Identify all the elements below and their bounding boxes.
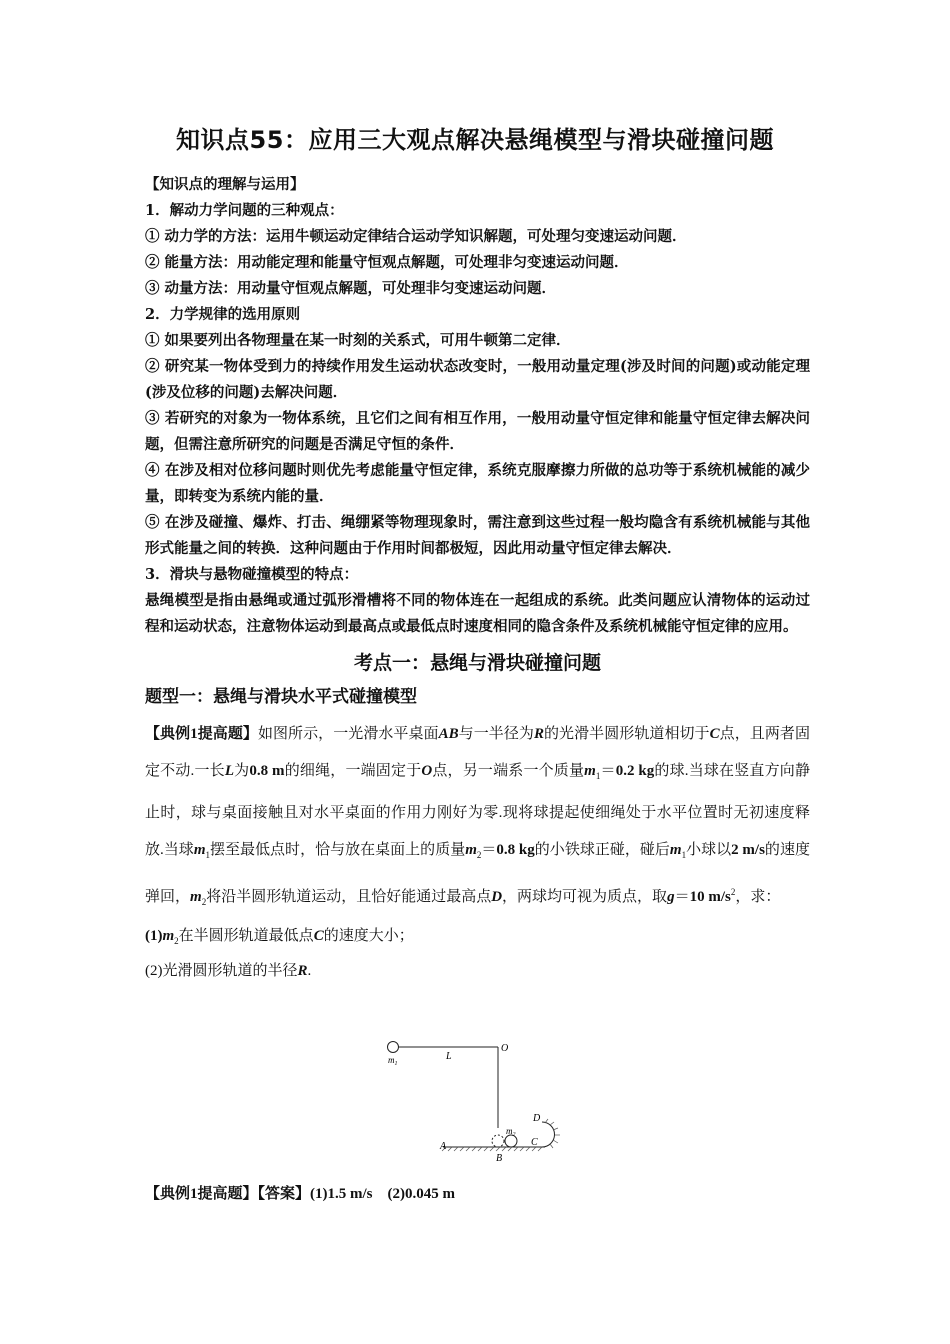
subscript: 1: [681, 850, 687, 860]
var-m2: m: [465, 842, 477, 858]
answer-2: (2)0.045 m: [387, 1186, 456, 1202]
label-m1: $m_1$: [388, 1055, 398, 1067]
label-A: A: [440, 1141, 447, 1152]
list-item: ⑤ 在涉及碰撞、爆炸、打击、绳绷紧等物理现象时，需注意到这些过程一般均隐含有系统机械能与其他形式能量之间的转换．这种问题由于作用时间都极短，因此用动量守恒定律去解决．: [145, 514, 810, 557]
ball-m1-lowest-position: [492, 1135, 504, 1147]
var-m1: m: [669, 842, 682, 858]
text: 的速度大小；: [323, 928, 414, 944]
var-D: D: [491, 889, 503, 905]
value-length: 0.8 m: [249, 763, 285, 779]
label-B: B: [496, 1153, 503, 1164]
text: 在半圆形轨道最低点: [178, 928, 314, 944]
text: ，求：: [735, 889, 781, 905]
document-body: [145, 172, 810, 986]
text: 点，另一端系一个质量: [432, 763, 585, 779]
text: 的速度弹回，: [145, 842, 810, 905]
text: (1): [145, 928, 163, 944]
superscript: 2: [730, 887, 736, 897]
type-heading: 题型一：悬绳与滑块水平式碰撞模型: [145, 687, 417, 707]
table-hatching: [442, 1147, 542, 1151]
answer-label: 【典例1提高题】【答案】: [145, 1186, 311, 1202]
text: 的小铁球正碰，碰后: [534, 842, 670, 858]
text: 如图所示，一光滑水平桌面: [257, 726, 439, 742]
text: 小球以: [686, 842, 732, 858]
text: 为: [234, 763, 250, 779]
value-mass1: 0.2 kg: [615, 763, 655, 779]
text: 的光滑半圆形轨道相切于: [543, 726, 710, 742]
var-L: L: [224, 763, 234, 779]
physics-diagram: [380, 1035, 580, 1175]
value-mass2: 0.8 kg: [496, 842, 535, 858]
example-label: 【典例1提高题】: [145, 726, 258, 742]
list-item: ② 研究某一物体受到力的持续作用发生运动状态改变时，一般用动量定理(涉及时间的问题)或动能定理(涉及位移的问题)去解决问题．: [145, 358, 810, 401]
text: ＝: [674, 889, 690, 905]
text: 与一半径为: [458, 726, 534, 742]
text: ，两球均可视为质点，取: [502, 889, 668, 905]
text: .: [307, 963, 312, 979]
label-m2: $m_2$: [506, 1126, 516, 1138]
text: ＝: [600, 763, 616, 779]
subscript: 2: [174, 936, 179, 946]
list-item: ④ 在涉及相对位移问题时则优先考虑能量守恒定律，系统克服摩擦力所做的总功等于系统机械能的减少量，即转变为系统内能的量．: [145, 462, 810, 505]
var-m1: m: [584, 763, 596, 779]
knowledge-header: 【知识点的理解与运用】: [145, 176, 305, 193]
text: 的细绳，一端固定于: [284, 763, 422, 779]
page-title: 知识点55：应用三大观点解决悬绳模型与滑块碰撞问题: [176, 126, 774, 154]
var-AB: AB: [438, 726, 459, 742]
var-g: g: [667, 889, 675, 905]
label-O: O: [501, 1043, 509, 1054]
label-L: L: [446, 1051, 452, 1062]
subscript: 1: [595, 771, 601, 781]
text: 点，且两者固定不动.一长: [145, 726, 810, 779]
list-item: ③ 动量方法：用动量守恒观点解题，可处理非匀变速运动问题．: [145, 280, 557, 297]
section-3-text: 悬绳模型是指由悬绳或通过弧形滑槽将不同的物体连在一起组成的系统。此类问题应认清物体的运动过程和运动状态，注意物体运动到最高点或最低点时速度相同的隐含条件及系统机械能守恒定律的应用。: [145, 592, 810, 635]
ball-m1: [388, 1042, 399, 1053]
section-1-heading: 1．解动力学问题的三种观点：: [145, 202, 344, 219]
answer-line: [145, 1180, 455, 1208]
text: ＝: [481, 842, 497, 858]
var-m2: m: [190, 889, 202, 905]
text: (2)光滑圆形轨道的半径: [145, 963, 298, 979]
subscript: 1: [205, 850, 210, 860]
label-D: D: [533, 1113, 541, 1124]
var-R: R: [533, 726, 544, 742]
section-heading: 考点一：悬绳与滑块碰撞问题: [353, 652, 601, 674]
list-item: ① 如果要列出各物理量在某一时刻的关系式，可用牛顿第二定律．: [145, 332, 571, 349]
section-3-heading: 3．滑块与悬物碰撞模型的特点：: [145, 566, 359, 583]
list-item: ② 能量方法：用动能定理和能量守恒观点解题，可处理非匀变速运动问题．: [145, 254, 629, 271]
list-item: ① 动力学的方法：运用牛顿运动定律结合运动学知识解题，可处理匀变速运动问题．: [145, 228, 687, 245]
var-R: R: [297, 963, 308, 979]
question-1: [145, 921, 810, 956]
example-problem: [145, 716, 810, 921]
var-C: C: [709, 726, 720, 742]
label-C: C: [531, 1137, 538, 1148]
subscript: 2: [201, 897, 207, 907]
section-2-heading: 2．力学规律的选用原则: [145, 306, 301, 323]
var-m2: m: [162, 928, 175, 944]
var-C: C: [313, 928, 324, 944]
semicircle-track: [542, 1122, 555, 1147]
text: 将沿半圆形轨道运动，且恰好能通过最高点: [206, 889, 492, 905]
answer-1: (1)1.5 m/s: [310, 1186, 373, 1202]
value-g: 10 m/s: [689, 889, 731, 905]
text: 的球.当球在竖直方向静止时，球与桌面接触且对水平桌面的作用力刚好为零.现将球提起使细绳处于水平位置时无初速度释放.当球: [145, 763, 810, 858]
question-2: [145, 956, 810, 986]
var-m1: m: [193, 842, 206, 858]
var-O: O: [421, 763, 433, 779]
value-speed: 2 m/s: [731, 842, 765, 858]
text: 摆至最低点时，恰与放在桌面上的质量: [209, 842, 466, 858]
subscript: 2: [476, 850, 482, 860]
list-item: ③ 若研究的对象为一物体系统，且它们之间有相互作用，一般用动量守恒定律和能量守恒定律去解决问题，但需注意所研究的问题是否满足守恒的条件．: [145, 410, 810, 453]
